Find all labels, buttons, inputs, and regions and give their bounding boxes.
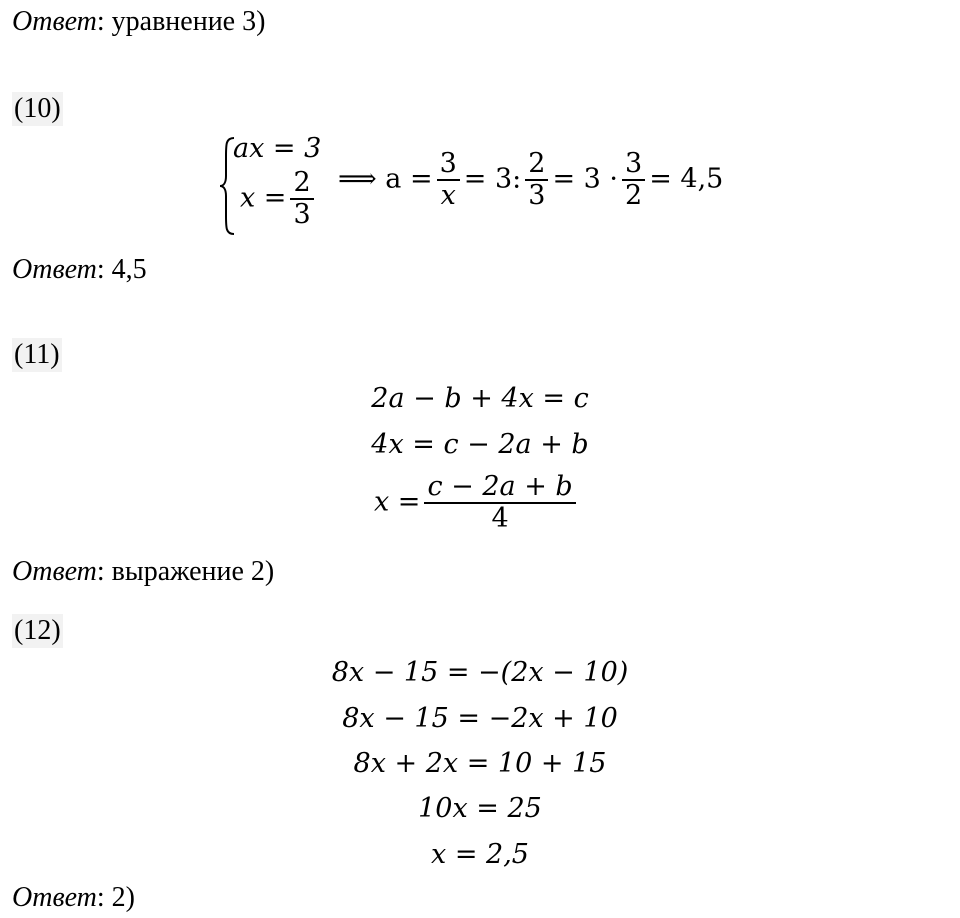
answer-label: Ответ (12, 6, 97, 37)
equation-text: 2a − b + 4x = c (371, 383, 589, 414)
fraction-numerator: 2 (293, 167, 311, 198)
system-line-2 (240, 168, 318, 230)
derivation-a (338, 149, 723, 211)
fraction-denominator: 3 (525, 179, 548, 211)
answer-text: : 2) (96, 882, 135, 913)
answer-label: Ответ (12, 556, 97, 587)
problem-number-10: (10) (14, 93, 61, 124)
result-value: = 4,5 (649, 163, 724, 195)
answer-label: Ответ (12, 882, 97, 913)
equation-line (0, 656, 960, 690)
equals-3-times: = 3 · (552, 163, 619, 195)
fraction-denominator: 4 (424, 502, 575, 534)
system-line-1: ax = 3 (233, 133, 322, 164)
equation-text: 8x − 15 = −2x + 10 (342, 703, 618, 734)
answer-line-12 (12, 882, 135, 914)
answer-text: : выражение 2) (96, 556, 275, 587)
problem-number-12: (12) (14, 615, 61, 646)
equation-text: 10x = 25 (418, 793, 542, 824)
fraction-numerator: 3 (625, 148, 643, 179)
answer-line-9 (12, 6, 265, 38)
equation-line (0, 428, 960, 462)
fraction-result (424, 472, 575, 534)
fraction-3-x (437, 149, 460, 211)
answer-line-11 (12, 556, 274, 588)
fraction-denominator: 2 (622, 179, 645, 211)
equation-text: x = 2,5 (431, 839, 529, 870)
equation-text: 8x − 15 = −(2x − 10) (331, 657, 629, 688)
equation-line (0, 838, 960, 872)
equation-lhs: x = (374, 486, 421, 518)
system-x-lhs: x = (240, 182, 287, 214)
fraction-numerator: 2 (528, 148, 546, 179)
equation-line (0, 702, 960, 736)
answer-label: Ответ (12, 254, 97, 285)
fraction-numerator: c − 2a + b (427, 471, 573, 502)
fraction-2-3b (525, 149, 548, 211)
fraction-3-2 (622, 149, 645, 211)
fraction-denominator: x (437, 179, 460, 211)
equation-line (0, 792, 960, 826)
equation-line (0, 747, 960, 781)
answer-line-10 (12, 254, 147, 286)
implies-a: ⟹ a = (338, 163, 433, 195)
fraction-denominator: 3 (290, 198, 313, 230)
equation-text: 8x + 2x = 10 + 15 (353, 748, 607, 779)
answer-text: : 4,5 (96, 254, 147, 285)
equation-line-fraction (374, 472, 580, 534)
answer-text: : уравнение 3) (96, 6, 266, 37)
equation-text: 4x = c − 2a + b (371, 429, 589, 460)
fraction-numerator: 3 (439, 148, 457, 179)
equals-3-div: = 3: (463, 163, 522, 195)
fraction-2-3 (290, 168, 313, 230)
equation-line (0, 382, 960, 416)
problem-number-11: (11) (14, 339, 60, 370)
